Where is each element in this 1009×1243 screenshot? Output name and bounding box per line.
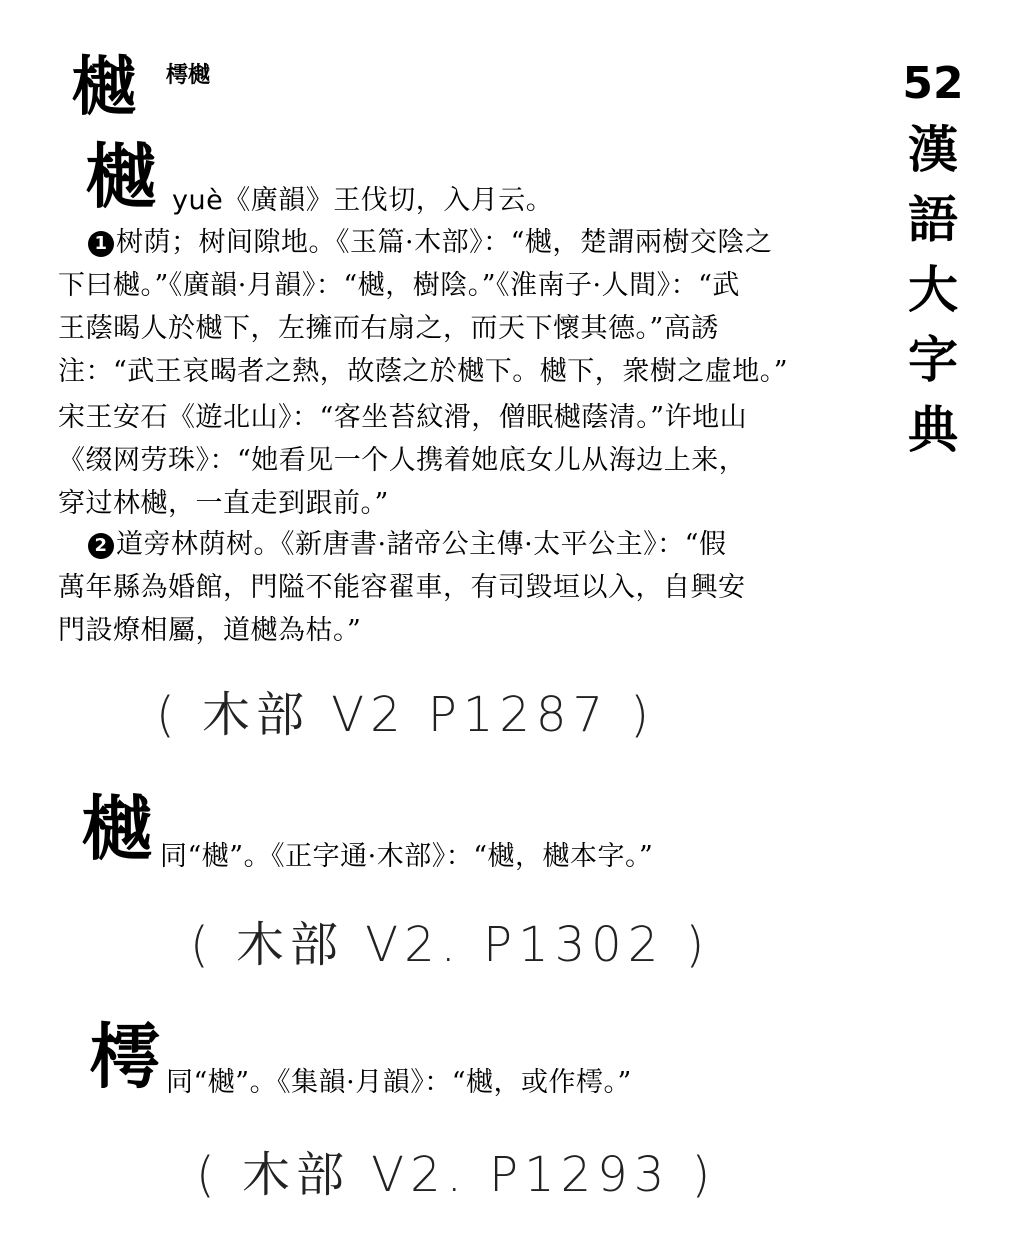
entry-1-line-2-text: 树荫；树间隙地。《玉篇·木部》：“樾，楚謂兩樹交陰之 — [116, 227, 773, 258]
entry-3-line-1: 同“樾”。《集韻·月韻》：“樾，或作樗。” — [166, 1067, 632, 1098]
corner-headword: 樾 — [72, 50, 136, 125]
entry-2-headword: 樾 — [82, 787, 152, 870]
entry-1-line-5: 注：“武王哀暍者之熱，故蔭之於樾下。樾下，衆樹之虛地。” — [58, 356, 789, 387]
corner-note: 樗樾 — [166, 63, 211, 88]
entry-1-line-1: yuè《廣韻》王伐切，入月云。 — [172, 185, 554, 216]
entry-1-headword: 樾 — [86, 135, 156, 218]
sense-marker-2: 2 — [88, 533, 114, 559]
sense-marker-1: 1 — [88, 231, 114, 257]
entry-3-handwritten-note: ( 木部 V2. P1293 ) — [196, 1147, 717, 1203]
title-char-3: 大 — [908, 261, 958, 319]
entry-1-line-11: 門設燎相屬，道樾為枯。” — [58, 615, 362, 646]
entry-1-line-6: 宋王安石《遊北山》：“客坐苔紋滑，僧眠樾蔭清。”许地山 — [58, 402, 748, 433]
title-char-1: 漢 — [908, 121, 958, 179]
entry-1-line-4: 王蔭暍人於樾下，左擁而右扇之，而天下懷其德。”高誘 — [58, 313, 719, 344]
title-char-5: 典 — [908, 401, 958, 459]
volume-number: 52 — [902, 58, 964, 109]
entry-1-line-3: 下曰樾。”《廣韻·月韻》：“樾，樹陰。”《淮南子·人間》：“武 — [58, 270, 740, 301]
title-char-4: 字 — [908, 331, 958, 389]
entry-1-line-2 — [88, 220, 772, 259]
entry-1-line-9-text: 道旁林荫树。《新唐書·諸帝公主傳·太平公主》：“假 — [116, 529, 727, 560]
title-char-2: 語 — [908, 191, 958, 249]
entry-2-handwritten-note: ( 木部 V2. P1302 ) — [190, 917, 711, 973]
entry-1-line-9 — [88, 522, 726, 561]
entry-2-line-1: 同“樾”。《正字通·木部》：“樾，樾本字。” — [160, 841, 654, 872]
entry-1-line-10: 萬年縣為婚館，門隘不能容翟車，有司毀垣以入，自興安 — [58, 572, 746, 603]
vertical-title — [898, 58, 968, 465]
entry-3-headword: 樗 — [90, 1015, 160, 1098]
entry-1-line-8: 穿过林樾，一直走到跟前。” — [58, 488, 389, 519]
entry-1-handwritten-note: ( 木部 V2 P1287 ) — [156, 687, 655, 743]
entry-1-line-7: 《缀网劳珠》：“她看见一个人携着她底女儿从海边上来， — [58, 445, 747, 476]
